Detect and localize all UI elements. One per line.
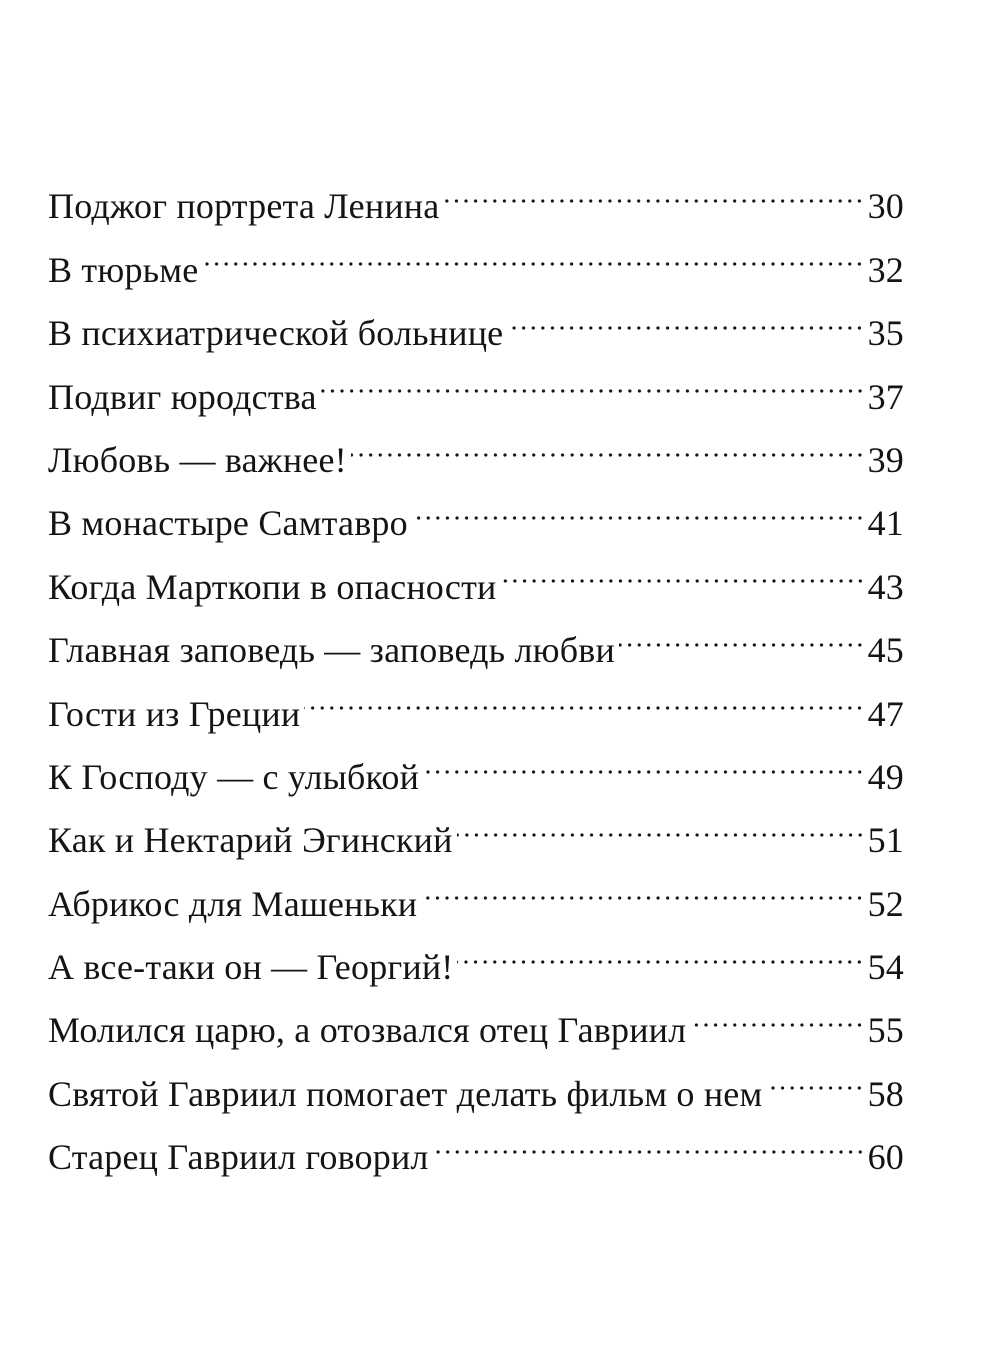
dot-leader bbox=[457, 916, 864, 979]
toc-entry-title: Святой Гавриил помогает делать фильм о нем bbox=[48, 1073, 763, 1114]
dot-leader bbox=[443, 155, 864, 218]
dot-leader bbox=[619, 599, 865, 662]
toc-entry-title: В психиатрической больнице bbox=[48, 313, 504, 354]
dot-leader bbox=[501, 535, 865, 598]
table-of-contents bbox=[48, 155, 904, 1178]
dot-leader bbox=[351, 409, 865, 472]
dot-leader bbox=[457, 789, 865, 852]
dot-leader bbox=[304, 662, 864, 725]
toc-entry-page-number: 51 bbox=[867, 820, 904, 861]
toc-entry-page-number: 39 bbox=[867, 439, 904, 480]
toc-entry-page-number: 52 bbox=[867, 883, 904, 924]
toc-entry-page-number: 60 bbox=[867, 1137, 904, 1178]
dot-leader bbox=[321, 345, 865, 408]
toc-entry-page-number: 32 bbox=[867, 249, 904, 290]
toc-entry-title: Старец Гавриил говорил bbox=[48, 1137, 429, 1178]
dot-leader bbox=[202, 218, 864, 281]
toc-entry-title: Когда Марткопи в опасности bbox=[48, 566, 497, 607]
dot-leader bbox=[423, 726, 865, 789]
dot-leader bbox=[690, 979, 864, 1042]
toc-entry-title: Любовь — важнее! bbox=[48, 439, 347, 480]
toc-entry-page-number: 41 bbox=[867, 503, 904, 544]
dot-leader bbox=[412, 472, 865, 535]
toc-entry-page-number: 45 bbox=[867, 630, 904, 671]
toc-entry-page-number: 49 bbox=[867, 756, 904, 797]
dot-leader bbox=[766, 1042, 864, 1105]
toc-entry-title: В тюрьме bbox=[48, 249, 199, 290]
toc-entry-page-number: 43 bbox=[867, 566, 904, 607]
toc-entry-title: Главная заповедь — заповедь любви bbox=[48, 630, 615, 671]
toc-entry-page-number: 30 bbox=[867, 186, 904, 227]
dot-leader bbox=[421, 852, 864, 915]
toc-entry-title: Подвиг юродства bbox=[48, 376, 317, 417]
toc-entry-page-number: 37 bbox=[867, 376, 904, 417]
toc-entry-page-number: 55 bbox=[867, 1010, 904, 1051]
toc-entry bbox=[48, 155, 904, 227]
toc-entry-title: Молился царю, а отозвался отец Гавриил bbox=[48, 1010, 687, 1051]
toc-entry-title: Абрикос для Машеньки bbox=[48, 883, 418, 924]
toc-entry-title: Поджог портрета Ленина bbox=[48, 186, 440, 227]
toc-entry-title: К Господу — с улыбкой bbox=[48, 756, 420, 797]
dot-leader bbox=[507, 282, 864, 345]
toc-entry-title: В монастыре Самтавро bbox=[48, 503, 408, 544]
toc-entry-title: Как и Нектарий Эгинский bbox=[48, 820, 453, 861]
dot-leader bbox=[433, 1106, 865, 1169]
toc-entry-page-number: 35 bbox=[867, 313, 904, 354]
toc-entry-page-number: 47 bbox=[867, 693, 904, 734]
toc-entry-title: Гости из Греции bbox=[48, 693, 301, 734]
toc-entry-title: А все-таки он — Георгий! bbox=[48, 947, 454, 988]
toc-entry-page-number: 54 bbox=[867, 947, 904, 988]
toc-entry-page-number: 58 bbox=[867, 1073, 904, 1114]
